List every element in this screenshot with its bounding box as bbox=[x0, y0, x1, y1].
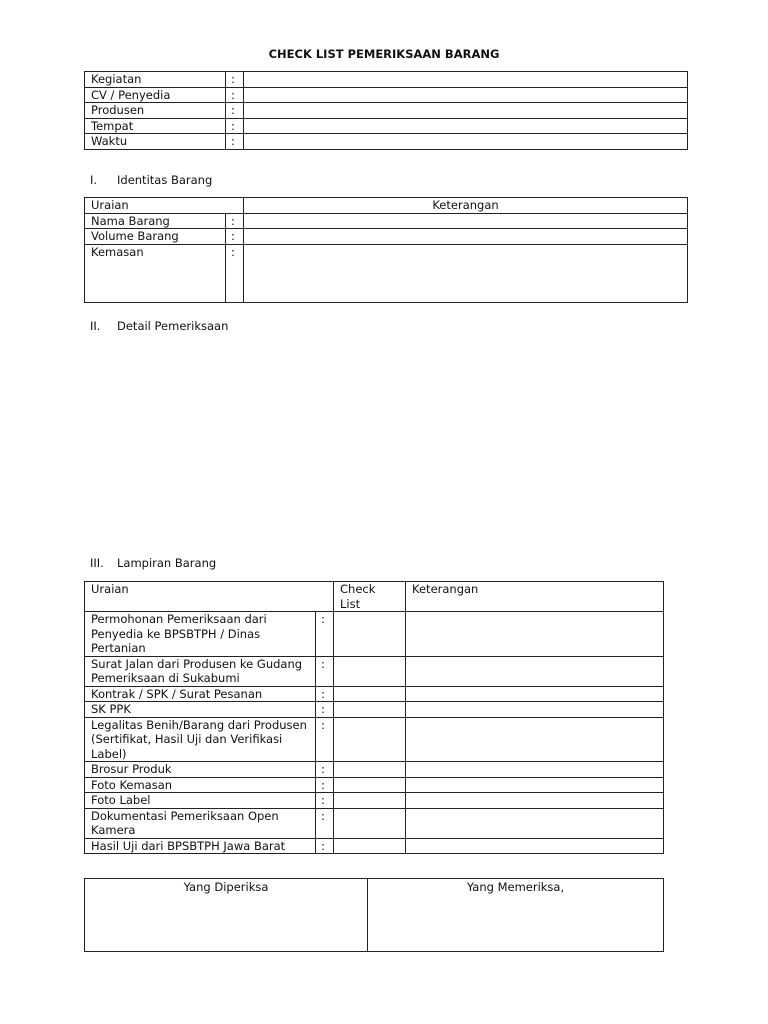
checklist-cell[interactable] bbox=[334, 656, 406, 686]
row-label: Produsen bbox=[85, 103, 226, 119]
table-row bbox=[85, 213, 688, 229]
checklist-cell[interactable] bbox=[334, 808, 406, 838]
table-row bbox=[85, 134, 688, 150]
table-row bbox=[85, 72, 688, 88]
section-title: Detail Pemeriksaan bbox=[117, 319, 229, 333]
row-colon: : bbox=[226, 213, 244, 229]
row-colon: : bbox=[316, 777, 334, 793]
keterangan-cell[interactable] bbox=[406, 838, 664, 854]
table-row bbox=[85, 118, 688, 134]
document-title: CHECK LIST PEMERIKSAAN BARANG bbox=[268, 47, 500, 61]
col-header-uraian: Uraian bbox=[85, 198, 244, 214]
row-label: Permohonan Pemeriksaan dari Penyedia ke BPSBTPH / Dinas Pertanian bbox=[85, 612, 316, 657]
row-label: CV / Penyedia bbox=[85, 87, 226, 103]
checklist-cell[interactable] bbox=[334, 838, 406, 854]
section-number: II. bbox=[90, 319, 101, 333]
value-cell[interactable] bbox=[244, 72, 688, 88]
value-cell[interactable] bbox=[244, 87, 688, 103]
checklist-cell[interactable] bbox=[334, 686, 406, 702]
row-label: Foto Label bbox=[85, 793, 316, 809]
row-label: Kontrak / SPK / Surat Pesanan bbox=[85, 686, 316, 702]
table-row bbox=[85, 808, 664, 838]
header-table bbox=[84, 71, 688, 150]
table-row bbox=[85, 612, 664, 657]
checklist-cell[interactable] bbox=[334, 793, 406, 809]
table-row bbox=[85, 244, 688, 302]
section-title: Lampiran Barang bbox=[117, 556, 217, 570]
section-number: I. bbox=[90, 173, 98, 187]
keterangan-cell[interactable] bbox=[406, 762, 664, 778]
table-row bbox=[85, 717, 664, 762]
keterangan-cell[interactable] bbox=[406, 686, 664, 702]
value-cell[interactable] bbox=[244, 229, 688, 245]
row-colon: : bbox=[316, 656, 334, 686]
row-colon: : bbox=[226, 72, 244, 88]
keterangan-cell[interactable] bbox=[406, 656, 664, 686]
table-row bbox=[85, 656, 664, 686]
table-row bbox=[85, 762, 664, 778]
row-label: Legalitas Benih/Barang dari Produsen (Sertifikat, Hasil Uji dan Verifikasi Label) bbox=[85, 717, 316, 762]
table-header-row bbox=[85, 198, 688, 214]
col-header-keterangan: Keterangan bbox=[244, 198, 688, 214]
signature-table bbox=[84, 878, 664, 952]
row-colon: : bbox=[226, 118, 244, 134]
checklist-cell[interactable] bbox=[334, 612, 406, 657]
row-colon: : bbox=[316, 838, 334, 854]
value-cell[interactable] bbox=[244, 118, 688, 134]
table-header-row bbox=[85, 582, 664, 612]
row-label: Hasil Uji dari BPSBTPH Jawa Barat bbox=[85, 838, 316, 854]
row-colon: : bbox=[316, 686, 334, 702]
col-header-checklist: Check List bbox=[334, 582, 406, 612]
table-row bbox=[85, 838, 664, 854]
section-heading-3 bbox=[90, 556, 390, 572]
row-colon: : bbox=[226, 87, 244, 103]
table-row bbox=[85, 229, 688, 245]
section-number: III. bbox=[90, 556, 104, 570]
row-label: Kegiatan bbox=[85, 72, 226, 88]
keterangan-cell[interactable] bbox=[406, 777, 664, 793]
value-cell[interactable] bbox=[244, 244, 688, 302]
row-colon: : bbox=[226, 244, 244, 302]
checklist-cell[interactable] bbox=[334, 702, 406, 718]
row-colon: : bbox=[316, 808, 334, 838]
checklist-cell[interactable] bbox=[334, 762, 406, 778]
value-cell[interactable] bbox=[244, 213, 688, 229]
keterangan-cell[interactable] bbox=[406, 808, 664, 838]
lampiran-table bbox=[84, 581, 664, 854]
row-label: Surat Jalan dari Produsen ke Gudang Pemeriksaan di Sukabumi bbox=[85, 656, 316, 686]
section-title: Identitas Barang bbox=[117, 173, 213, 187]
row-label: Kemasan bbox=[85, 244, 226, 302]
row-colon: : bbox=[226, 229, 244, 245]
keterangan-cell[interactable] bbox=[406, 702, 664, 718]
table-row bbox=[85, 87, 688, 103]
row-colon: : bbox=[226, 134, 244, 150]
row-label: Waktu bbox=[85, 134, 226, 150]
table-row bbox=[85, 777, 664, 793]
row-label: Tempat bbox=[85, 118, 226, 134]
table-row bbox=[85, 103, 688, 119]
row-colon: : bbox=[226, 103, 244, 119]
row-label: Volume Barang bbox=[85, 229, 226, 245]
value-cell[interactable] bbox=[244, 103, 688, 119]
identitas-table bbox=[84, 197, 688, 303]
keterangan-cell[interactable] bbox=[406, 717, 664, 762]
signature-yang-diperiksa[interactable]: Yang Diperiksa bbox=[85, 879, 368, 952]
col-header-uraian: Uraian bbox=[85, 582, 334, 612]
row-label: Brosur Produk bbox=[85, 762, 316, 778]
row-colon: : bbox=[316, 793, 334, 809]
row-colon: : bbox=[316, 702, 334, 718]
row-label: Nama Barang bbox=[85, 213, 226, 229]
checklist-cell[interactable] bbox=[334, 717, 406, 762]
section-heading-2 bbox=[90, 319, 390, 335]
keterangan-cell[interactable] bbox=[406, 612, 664, 657]
row-colon: : bbox=[316, 612, 334, 657]
row-label: Foto Kemasan bbox=[85, 777, 316, 793]
value-cell[interactable] bbox=[244, 134, 688, 150]
section-heading-1 bbox=[90, 173, 390, 189]
signature-row bbox=[85, 879, 664, 952]
table-row bbox=[85, 793, 664, 809]
table-row bbox=[85, 686, 664, 702]
row-label: SK PPK bbox=[85, 702, 316, 718]
table-row bbox=[85, 702, 664, 718]
row-colon: : bbox=[316, 762, 334, 778]
keterangan-cell[interactable] bbox=[406, 793, 664, 809]
row-colon: : bbox=[316, 717, 334, 762]
row-label: Dokumentasi Pemeriksaan Open Kamera bbox=[85, 808, 316, 838]
checklist-cell[interactable] bbox=[334, 777, 406, 793]
col-header-keterangan: Keterangan bbox=[406, 582, 664, 612]
signature-yang-memeriksa[interactable]: Yang Memeriksa, bbox=[368, 879, 664, 952]
